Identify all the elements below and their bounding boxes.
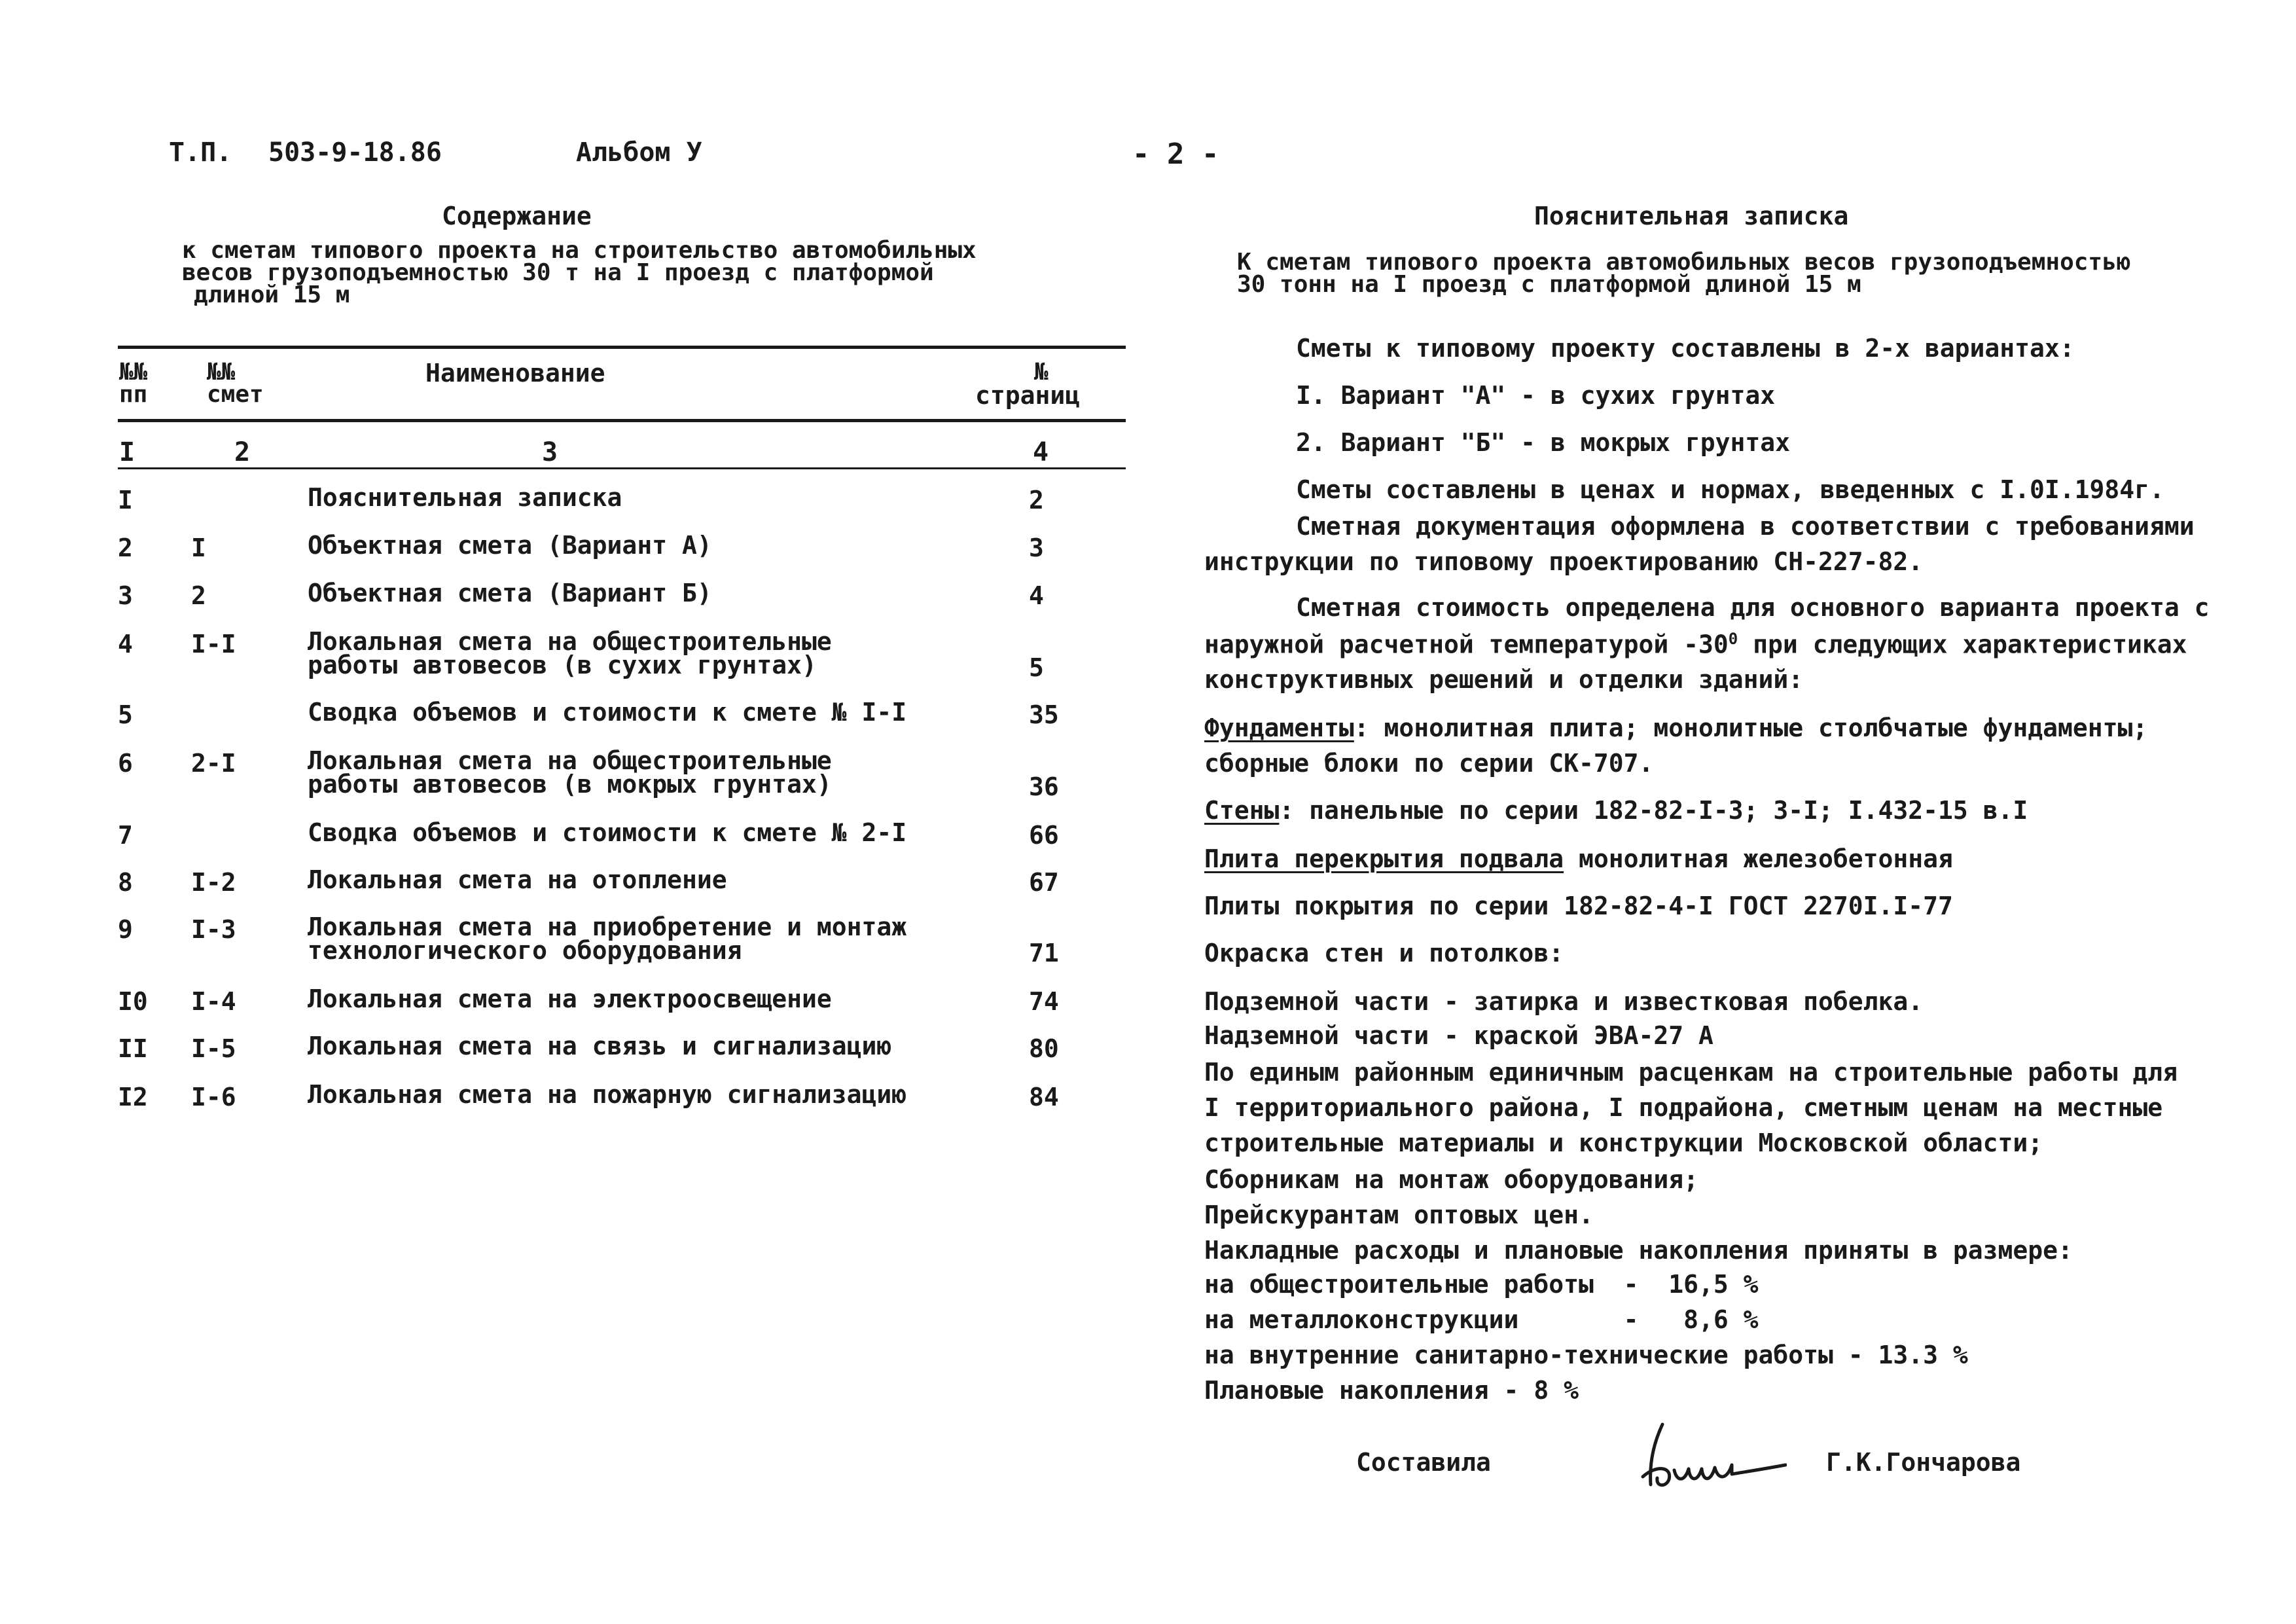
row-estimate-number: I-6 xyxy=(191,1083,236,1111)
docs-line1: Сметная документация оформлена в соответствии с требованиями xyxy=(1296,512,2195,541)
row-number: I xyxy=(118,486,133,514)
row-name-line1: Локальная смета на общестроительные xyxy=(308,746,832,775)
project-code: Т.П. xyxy=(169,137,232,168)
row-estimate-number: I-2 xyxy=(191,868,236,897)
row-name-line1: Локальная смета на общестроительные xyxy=(308,627,832,656)
row-name: Объектная смета (Вариант А) xyxy=(308,531,712,560)
row-name-line2: работы автовесов (в мокрых грунтах) xyxy=(308,770,832,799)
col-header-name: Наименование xyxy=(425,359,605,388)
cost-line1: Сметная стоимость определена для основного варианта проекта с xyxy=(1296,593,2210,622)
compiler-name: Г.К.Гончарова xyxy=(1826,1448,2021,1477)
cost-line2-start: наружной расчетной температурой -30 xyxy=(1204,630,1729,659)
row-estimate-number: I-5 xyxy=(191,1034,236,1063)
col-header-page-line1: № xyxy=(1034,359,1049,386)
variant-1: I. Вариант "А" - в сухих грунтах xyxy=(1296,381,1776,410)
row-page: 66 xyxy=(1029,821,1059,850)
col-header-smet-line2: смет xyxy=(207,381,264,408)
row-estimate-number: I-I xyxy=(191,630,236,659)
col-header-smet-line1: №№ xyxy=(207,359,236,386)
row-page: 4 xyxy=(1029,581,1044,610)
contents-subtitle-line-3: длиной 15 м xyxy=(194,281,350,308)
table-column-number-rule xyxy=(118,467,1126,469)
row-name: Объектная смета (Вариант Б) xyxy=(308,579,712,607)
row-estimate-number: I-4 xyxy=(191,987,236,1016)
rates-line1: По единым районным единичным расценкам на строительные работы для xyxy=(1204,1058,2178,1087)
row-name: Локальная смета на электроосвещение xyxy=(308,984,832,1013)
row-number: 7 xyxy=(118,821,133,850)
planned-rate: Плановые накопления - 8 % xyxy=(1204,1376,1579,1405)
roof-line: Плиты покрытия по серии 182-82-4-I ГОСТ 2270I.I-77 xyxy=(1204,892,1953,920)
col-number-1: I xyxy=(119,437,135,467)
col-header-pp-line2: пп xyxy=(119,381,148,408)
album-label: Альбом У xyxy=(576,137,702,168)
row-name: Пояснительная записка xyxy=(308,483,622,512)
row-name: Сводка объемов и стоимости к смете № 2-I xyxy=(308,818,907,847)
row-page: 71 xyxy=(1029,939,1059,967)
row-number: 8 xyxy=(118,868,133,897)
row-name: Локальная смета на пожарную сигнализацию xyxy=(308,1080,907,1109)
foundations-label: Фундаменты xyxy=(1204,713,1354,742)
general-works-rate: на общестроительные работы - 16,5 % xyxy=(1204,1270,1759,1299)
col-number-3: 3 xyxy=(542,437,558,467)
docs-line2: инструкции по типовому проектированию СН-227-82. xyxy=(1204,547,1924,576)
collections-line: Сборникам на монтаж оборудования; xyxy=(1204,1165,1698,1194)
pricelists-line: Прейскурантам оптовых цен. xyxy=(1204,1200,1594,1229)
contents-title: Содержание xyxy=(442,202,592,230)
variant-2: 2. Вариант "Б" - в мокрых грунтах xyxy=(1296,428,1790,457)
variants-intro: Сметы к типовому проекту составлены в 2-х вариантах: xyxy=(1296,334,2075,363)
cost-line3: конструктивных решений и отделки зданий: xyxy=(1204,665,1804,694)
note-title: Пояснительная записка xyxy=(1534,202,1849,230)
foundations-line xyxy=(1204,713,2147,742)
table-header-rule xyxy=(118,419,1126,422)
compiled-label: Составила xyxy=(1356,1448,1491,1477)
row-page: 84 xyxy=(1029,1083,1059,1111)
note-subtitle-line1: К сметам типового проекта автомобильных весов грузоподъемностью xyxy=(1237,249,2131,276)
row-page: 2 xyxy=(1029,486,1044,514)
metal-rate: на металлоконструкции - 8,6 % xyxy=(1204,1305,1759,1334)
row-estimate-number: I xyxy=(191,533,206,562)
walls-line xyxy=(1204,796,2028,825)
row-page: 35 xyxy=(1029,700,1059,729)
project-number: 503-9-18.86 xyxy=(268,137,442,168)
painting-line: Окраска стен и потолков: xyxy=(1204,939,1564,967)
row-estimate-number: I-3 xyxy=(191,915,236,944)
col-number-4: 4 xyxy=(1033,437,1049,467)
aboveground-line: Надземной части - краской ЭВА-27 А xyxy=(1204,1021,1713,1050)
prices-note: Сметы составлены в ценах и нормах, введенных с I.0I.1984г. xyxy=(1296,475,2164,504)
row-number: 3 xyxy=(118,581,133,610)
foundations-text: : монолитная плита; монолитные столбчатые фундаменты; xyxy=(1354,713,2148,742)
row-name: Локальная смета на связь и сигнализацию xyxy=(308,1032,892,1060)
row-page: 5 xyxy=(1029,653,1044,682)
degree-mark: 0 xyxy=(1728,630,1738,648)
col-number-2: 2 xyxy=(234,437,251,467)
row-number: II xyxy=(118,1034,148,1063)
foundations-line2: сборные блоки по серии СК-707. xyxy=(1204,749,1654,778)
contents-subtitle-line-2: весов грузоподъемностью 30 т на I проезд с платформой xyxy=(182,259,934,286)
rates-line3: строительные материалы и конструкции Московской области; xyxy=(1204,1128,2043,1157)
sanitary-rate: на внутренние санитарно-технические работы - 13.3 % xyxy=(1204,1341,1968,1369)
row-number: I2 xyxy=(118,1083,148,1111)
col-header-page-line2: страниц xyxy=(975,381,1081,410)
row-number: 2 xyxy=(118,533,133,562)
contents-subtitle-line-1: к сметам типового проекта на строительство автомобильных xyxy=(182,237,977,264)
walls-text: : панельные по серии 182-82-I-3; 3-I; I.432-15 в.I xyxy=(1279,796,2028,825)
row-page: 74 xyxy=(1029,987,1059,1016)
col-header-pp-line1: №№ xyxy=(119,359,148,386)
underground-line: Подземной части - затирка и известковая побелка. xyxy=(1204,987,1924,1016)
basement-text: монолитная железобетонная xyxy=(1564,844,1953,873)
basement-line xyxy=(1204,844,1953,873)
row-name-line1: Локальная смета на приобретение и монтаж xyxy=(308,912,907,941)
signature xyxy=(1617,1419,1787,1494)
row-page: 36 xyxy=(1029,772,1059,801)
row-page: 67 xyxy=(1029,868,1059,897)
row-estimate-number: 2 xyxy=(191,581,206,610)
basement-label: Плита перекрытия подвала xyxy=(1204,844,1564,873)
row-number: 9 xyxy=(118,915,133,944)
row-number: I0 xyxy=(118,987,148,1016)
row-page: 3 xyxy=(1029,533,1044,562)
row-page: 80 xyxy=(1029,1034,1059,1063)
rates-line2: I территориального района, I подрайона, сметным ценам на местные xyxy=(1204,1093,2163,1122)
row-number: 5 xyxy=(118,700,133,729)
row-name: Сводка объемов и стоимости к смете № I-I xyxy=(308,698,907,727)
row-name: Локальная смета на отопление xyxy=(308,865,727,894)
row-number: 6 xyxy=(118,749,133,778)
page-number: - 2 - xyxy=(1132,137,1219,171)
row-name-line2: технологического оборудования xyxy=(308,936,742,965)
table-top-rule xyxy=(118,346,1126,349)
cost-line2 xyxy=(1204,630,2187,659)
row-name-line2: работы автовесов (в сухих грунтах) xyxy=(308,651,817,679)
row-estimate-number: 2-I xyxy=(191,749,236,778)
row-number: 4 xyxy=(118,630,133,659)
overheads-line: Накладные расходы и плановые накопления приняты в размере: xyxy=(1204,1236,2073,1265)
cost-line2-end: при следующих характеристиках xyxy=(1738,630,2187,659)
note-subtitle-line2: 30 тонн на I проезд с платформой длиной 15 м xyxy=(1237,271,1861,298)
walls-label: Стены xyxy=(1204,796,1280,825)
